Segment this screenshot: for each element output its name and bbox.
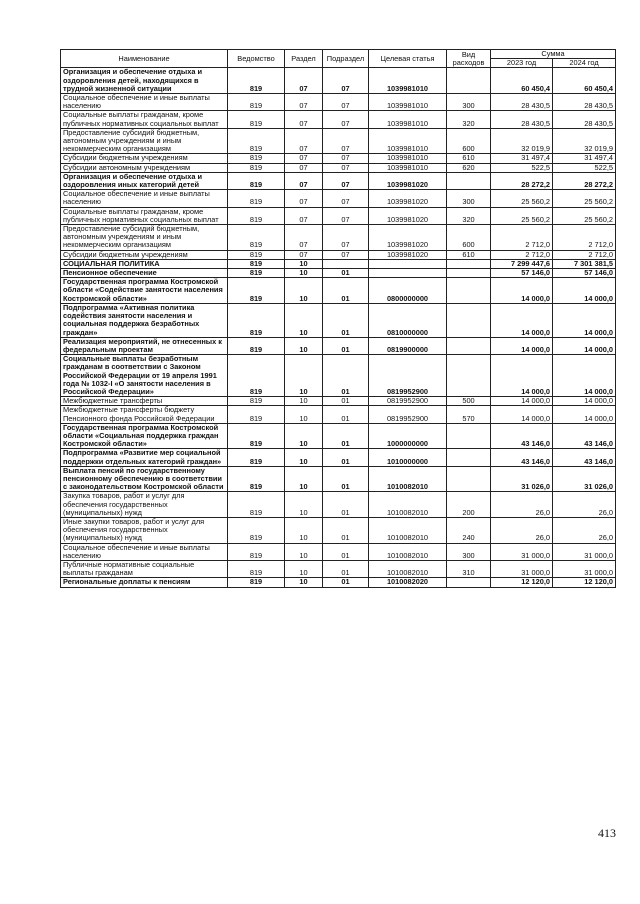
cell-name: Реализация мероприятий, не отнесенных к федеральным проектам [61,337,228,354]
header-type: Вид расходов [447,50,491,68]
cell-section: 10 [285,397,323,406]
cell-type [447,355,491,397]
cell-target: 1000000000 [369,423,447,449]
header-year-2023: 2023 год [491,59,553,68]
cell-subsection: 01 [323,517,369,543]
cell-2024: 7 301 381,5 [553,259,616,268]
cell-section: 07 [285,190,323,207]
cell-target: 1010000000 [369,449,447,466]
cell-subsection: 01 [323,303,369,337]
cell-2023: 31 026,0 [491,466,553,492]
cell-name: Предоставление субсидий бюджетным, автономным учреждениям и иным некоммерческим организациям [61,225,228,251]
table-row [61,128,616,154]
cell-target: 0819952900 [369,397,447,406]
cell-target: 1010082010 [369,517,447,543]
cell-type [447,423,491,449]
cell-2023: 14 000,0 [491,278,553,304]
cell-target: 0810000000 [369,303,447,337]
cell-type [447,172,491,189]
cell-2024: 26,0 [553,517,616,543]
header-target: Целевая статья [369,50,447,68]
cell-2023: 2 712,0 [491,250,553,259]
cell-target: 0819900000 [369,337,447,354]
cell-2023: 43 146,0 [491,423,553,449]
cell-dept: 819 [228,94,285,111]
cell-subsection: 01 [323,449,369,466]
cell-2023: 2 712,0 [491,225,553,251]
cell-target: 1039981020 [369,250,447,259]
cell-target: 1039981010 [369,154,447,163]
cell-2023: 14 000,0 [491,337,553,354]
cell-2024: 14 000,0 [553,397,616,406]
cell-2024: 25 560,2 [553,207,616,224]
cell-section: 07 [285,111,323,128]
table-row [61,492,616,518]
cell-dept: 819 [228,355,285,397]
cell-2023: 522,5 [491,163,553,172]
cell-section: 10 [285,543,323,560]
cell-subsection: 01 [323,337,369,354]
cell-type [447,578,491,587]
cell-subsection: 01 [323,278,369,304]
cell-target: 1010082010 [369,560,447,577]
cell-2023: 31 000,0 [491,560,553,577]
cell-2023: 28 430,5 [491,111,553,128]
cell-type: 240 [447,517,491,543]
cell-dept: 819 [228,543,285,560]
cell-2023: 28 430,5 [491,94,553,111]
table-row [61,466,616,492]
cell-target: 1039981020 [369,190,447,207]
cell-subsection: 07 [323,250,369,259]
cell-section: 07 [285,207,323,224]
cell-target: 1039981020 [369,207,447,224]
table-row [61,278,616,304]
table-body [61,68,616,587]
cell-section: 07 [285,94,323,111]
cell-section: 10 [285,406,323,423]
cell-type: 300 [447,543,491,560]
cell-type: 300 [447,94,491,111]
cell-name: Социальные выплаты безработным гражданам в соответствии с Законом Российской Федерации от 19 апреля 1991 года № 1032-I «О занятости населения в Российской Федерации» [61,355,228,397]
cell-dept: 819 [228,406,285,423]
cell-2024: 12 120,0 [553,578,616,587]
cell-subsection [323,259,369,268]
cell-2023: 14 000,0 [491,397,553,406]
cell-name: Государственная программа Костромской области «Социальная поддержка граждан Костромской области» [61,423,228,449]
cell-subsection: 01 [323,492,369,518]
cell-type: 610 [447,154,491,163]
table-row [61,68,616,94]
cell-type [447,466,491,492]
cell-subsection: 07 [323,207,369,224]
table-row [61,111,616,128]
cell-subsection: 07 [323,190,369,207]
cell-2023: 31 000,0 [491,543,553,560]
cell-2023: 32 019,9 [491,128,553,154]
cell-section: 07 [285,172,323,189]
cell-2023: 25 560,2 [491,190,553,207]
cell-target: 1039981020 [369,172,447,189]
cell-name: Подпрограмма «Развитие мер социальной поддержки отдельных категорий граждан» [61,449,228,466]
cell-2023: 31 497,4 [491,154,553,163]
cell-name: Подпрограмма «Активная политика содействия занятости населения и социальная поддержка безработных граждан» [61,303,228,337]
cell-dept: 819 [228,163,285,172]
cell-name: Иные закупки товаров, работ и услуг для обеспечения государственных (муниципальных) нужд [61,517,228,543]
cell-section: 10 [285,303,323,337]
cell-name: Государственная программа Костромской области «Содействие занятости населения Костромской области» [61,278,228,304]
cell-2023: 14 000,0 [491,406,553,423]
cell-name: Межбюджетные трансферты [61,397,228,406]
cell-section: 10 [285,337,323,354]
cell-2024: 31 026,0 [553,466,616,492]
cell-target [369,269,447,278]
cell-2024: 31 497,4 [553,154,616,163]
table-row [61,154,616,163]
budget-table [60,49,616,588]
cell-2023: 60 450,4 [491,68,553,94]
cell-name: Социальное обеспечение и иные выплаты населению [61,190,228,207]
cell-2023: 26,0 [491,492,553,518]
table-row [61,355,616,397]
cell-target: 0800000000 [369,278,447,304]
cell-section: 10 [285,492,323,518]
cell-subsection: 07 [323,163,369,172]
cell-type: 310 [447,560,491,577]
cell-name: Организация и обеспечение отдыха и оздоровления иных категорий детей [61,172,228,189]
table-row [61,303,616,337]
cell-name: Выплата пенсий по государственному пенсионному обеспечению в соответствии с законодательством Костромской области [61,466,228,492]
cell-2023: 43 146,0 [491,449,553,466]
cell-type [447,303,491,337]
cell-dept: 819 [228,517,285,543]
cell-dept: 819 [228,492,285,518]
cell-subsection: 01 [323,423,369,449]
cell-section: 07 [285,154,323,163]
cell-type: 300 [447,190,491,207]
cell-name: Закупка товаров, работ и услуг для обеспечения государственных (муниципальных) нужд [61,492,228,518]
cell-section: 07 [285,250,323,259]
cell-dept: 819 [228,578,285,587]
cell-section: 07 [285,225,323,251]
cell-dept: 819 [228,111,285,128]
cell-2024: 14 000,0 [553,406,616,423]
cell-2024: 2 712,0 [553,250,616,259]
cell-type [447,337,491,354]
cell-target: 1039981010 [369,68,447,94]
cell-2023: 14 000,0 [491,303,553,337]
cell-dept: 819 [228,250,285,259]
cell-dept: 819 [228,423,285,449]
cell-name: Публичные нормативные социальные выплаты гражданам [61,560,228,577]
cell-section: 10 [285,560,323,577]
cell-name: Организация и обеспечение отдыха и оздоровления детей, находящихся в трудной жизненной ситуации [61,68,228,94]
cell-subsection: 07 [323,225,369,251]
cell-target: 1039981010 [369,111,447,128]
cell-dept: 819 [228,397,285,406]
cell-dept: 819 [228,68,285,94]
cell-target: 1039981020 [369,225,447,251]
cell-type: 600 [447,225,491,251]
cell-2024: 14 000,0 [553,278,616,304]
cell-subsection: 07 [323,94,369,111]
table-row [61,259,616,268]
header-subsection: Подраздел [323,50,369,68]
cell-type: 320 [447,111,491,128]
cell-name: Субсидии бюджетным учреждениям [61,250,228,259]
header-section: Раздел [285,50,323,68]
cell-2023: 25 560,2 [491,207,553,224]
cell-target: 1039981010 [369,128,447,154]
cell-dept: 819 [228,449,285,466]
cell-dept: 819 [228,560,285,577]
cell-subsection: 01 [323,543,369,560]
table-row [61,560,616,577]
header-year-2024: 2024 год [553,59,616,68]
cell-type [447,259,491,268]
cell-subsection: 01 [323,406,369,423]
cell-subsection: 01 [323,466,369,492]
table-row [61,225,616,251]
cell-2023: 14 000,0 [491,355,553,397]
cell-name: Межбюджетные трансферты бюджету Пенсионного фонда Российской Федерации [61,406,228,423]
cell-target: 0819952900 [369,406,447,423]
cell-2024: 32 019,9 [553,128,616,154]
cell-dept: 819 [228,128,285,154]
table-row [61,172,616,189]
cell-2024: 31 000,0 [553,560,616,577]
cell-dept: 819 [228,259,285,268]
cell-2024: 522,5 [553,163,616,172]
cell-target: 1010082010 [369,466,447,492]
table-row [61,163,616,172]
cell-2023: 57 146,0 [491,269,553,278]
cell-name: Предоставление субсидий бюджетным, автономным учреждениям и иным некоммерческим организациям [61,128,228,154]
cell-target: 1010082010 [369,543,447,560]
cell-subsection: 07 [323,111,369,128]
cell-subsection: 07 [323,68,369,94]
cell-dept: 819 [228,154,285,163]
cell-2024: 14 000,0 [553,355,616,397]
cell-type [447,68,491,94]
cell-name: Социальные выплаты гражданам, кроме публичных нормативных социальных выплат [61,111,228,128]
table-row [61,94,616,111]
cell-type: 620 [447,163,491,172]
cell-name: Социальные выплаты гражданам, кроме публичных нормативных социальных выплат [61,207,228,224]
table-row [61,423,616,449]
table-row [61,397,616,406]
cell-type [447,269,491,278]
page-number: 413 [598,826,616,840]
cell-type: 200 [447,492,491,518]
cell-target [369,259,447,268]
cell-section: 07 [285,68,323,94]
cell-target: 1039981010 [369,94,447,111]
cell-target: 1010082010 [369,492,447,518]
cell-2024: 26,0 [553,492,616,518]
cell-2024: 43 146,0 [553,423,616,449]
cell-name: Пенсионное обеспечение [61,269,228,278]
cell-subsection: 01 [323,355,369,397]
table-row [61,207,616,224]
cell-section: 07 [285,163,323,172]
cell-dept: 819 [228,190,285,207]
cell-section: 10 [285,423,323,449]
table-row [61,337,616,354]
cell-target: 0819952900 [369,355,447,397]
cell-type: 600 [447,128,491,154]
cell-dept: 819 [228,466,285,492]
cell-type [447,278,491,304]
cell-section: 10 [285,449,323,466]
cell-2024: 2 712,0 [553,225,616,251]
cell-type [447,449,491,466]
cell-name: Субсидии автономным учреждениям [61,163,228,172]
cell-2024: 28 430,5 [553,111,616,128]
cell-dept: 819 [228,269,285,278]
cell-type: 610 [447,250,491,259]
cell-section: 10 [285,578,323,587]
cell-name: Региональные доплаты к пенсиям [61,578,228,587]
table-row [61,190,616,207]
cell-2023: 12 120,0 [491,578,553,587]
cell-2024: 43 146,0 [553,449,616,466]
cell-name: Социальное обеспечение и иные выплаты населению [61,94,228,111]
cell-type: 320 [447,207,491,224]
cell-name: СОЦИАЛЬНАЯ ПОЛИТИКА [61,259,228,268]
table-row [61,449,616,466]
cell-dept: 819 [228,207,285,224]
header-sum: Сумма [491,50,616,59]
cell-2024: 14 000,0 [553,303,616,337]
cell-type: 500 [447,397,491,406]
cell-2023: 28 272,2 [491,172,553,189]
cell-dept: 819 [228,225,285,251]
table-row [61,250,616,259]
cell-subsection: 01 [323,578,369,587]
cell-2023: 26,0 [491,517,553,543]
header-name: Наименование [61,50,228,68]
cell-2024: 14 000,0 [553,337,616,354]
cell-section: 10 [285,517,323,543]
table-row [61,269,616,278]
cell-target: 1010082020 [369,578,447,587]
table-row [61,406,616,423]
table-row [61,578,616,587]
cell-dept: 819 [228,303,285,337]
cell-subsection: 07 [323,154,369,163]
cell-subsection: 07 [323,172,369,189]
cell-subsection: 01 [323,397,369,406]
cell-2024: 25 560,2 [553,190,616,207]
cell-section: 10 [285,355,323,397]
cell-name: Социальное обеспечение и иные выплаты населению [61,543,228,560]
cell-section: 10 [285,269,323,278]
cell-dept: 819 [228,278,285,304]
cell-name: Субсидии бюджетным учреждениям [61,154,228,163]
cell-type: 570 [447,406,491,423]
header-dept: Ведомство [228,50,285,68]
cell-dept: 819 [228,337,285,354]
cell-2024: 57 146,0 [553,269,616,278]
table-row [61,543,616,560]
cell-subsection: 07 [323,128,369,154]
cell-section: 10 [285,466,323,492]
cell-section: 10 [285,259,323,268]
cell-2024: 60 450,4 [553,68,616,94]
cell-target: 1039981010 [369,163,447,172]
cell-2024: 28 272,2 [553,172,616,189]
cell-2024: 28 430,5 [553,94,616,111]
cell-subsection: 01 [323,560,369,577]
cell-subsection: 01 [323,269,369,278]
cell-2024: 31 000,0 [553,543,616,560]
table-row [61,517,616,543]
cell-2023: 7 299 447,6 [491,259,553,268]
cell-section: 07 [285,128,323,154]
cell-section: 10 [285,278,323,304]
cell-dept: 819 [228,172,285,189]
